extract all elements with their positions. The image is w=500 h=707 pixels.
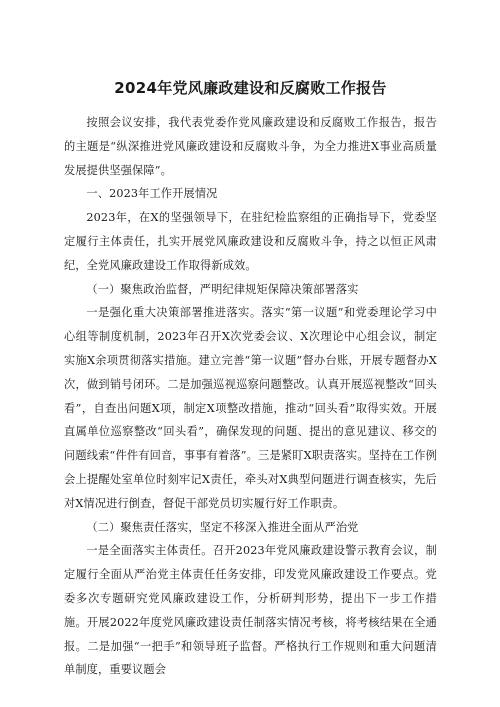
subsection-body-paragraph: 一是全面落实主体责任。召开2023年党风廉政建设警示教育会议，制定履行全面从严治党主体责任任务安排，印发党风廉政建设工作要点。党委多次专题研究党风廉政建设工作，分析研判形势，提出下一步工作措施。开展2022年度党风廉政建设责任制落实情况考核，将考核结果在全通报。二是加强“一把手”和领导班子监督。严格执行工作规则和重大问题清单制度，重要议题会	[64, 544, 437, 677]
intro-paragraph: 按照会议安排，我代表党委作党风廉政建设和反腐败工作报告，报告的主题是“纵深推进党风廉政建设和反腐败斗争，为全力推进X事业高质量发展提供坚强保障”。	[64, 116, 437, 177]
document-title: 2024年党风廉政建设和反腐败工作报告	[114, 79, 387, 97]
subsection-heading: （二）聚焦责任落实，坚定不移深入推进全面从严治党	[86, 520, 359, 534]
subsection-heading: （一）聚焦政治监督，严明纪律规矩保障决策部署落实	[86, 282, 359, 296]
document	[64, 78, 437, 682]
section-heading: 一、2023年工作开展情况	[86, 187, 218, 201]
section-summary-paragraph: 2023年，在X的坚强领导下，在驻纪检监察组的正确指导下，党委坚定履行主体责任，扎实开展党风廉政建设和反腐败斗争，持之以恒正风肃纪，全党风廉政建设工作取得新成效。	[64, 211, 437, 272]
subsection-body-paragraph: 一是强化重大决策部署推进落实。落实“第一议题”和党委理论学习中心组等制度机制，2023年召开X次党委会议、X次理论中心组会议，制定实施X余项贯彻落实措施。建立完善“第一议题”督办台账，开展专题督办X次，做到销号闭环。二是加强巡视巡察问题整改。认真开展巡视整改“回头看”，自查出问题X项，制定X项整改措施，推动“回头看”取得实效。开展直属单位巡察整改“回头看”，确保发现的问题、提出的意见建议、移交的问题线索“件件有回音，事事有着落”。三是紧盯X职责落实。坚持在工作例会上提醒处室单位时刻牢记X责任，牵头对X典型问题进行调查核实，先后对X情况进行倒查，督促干部党员切实履行好工作职责。	[64, 306, 437, 510]
